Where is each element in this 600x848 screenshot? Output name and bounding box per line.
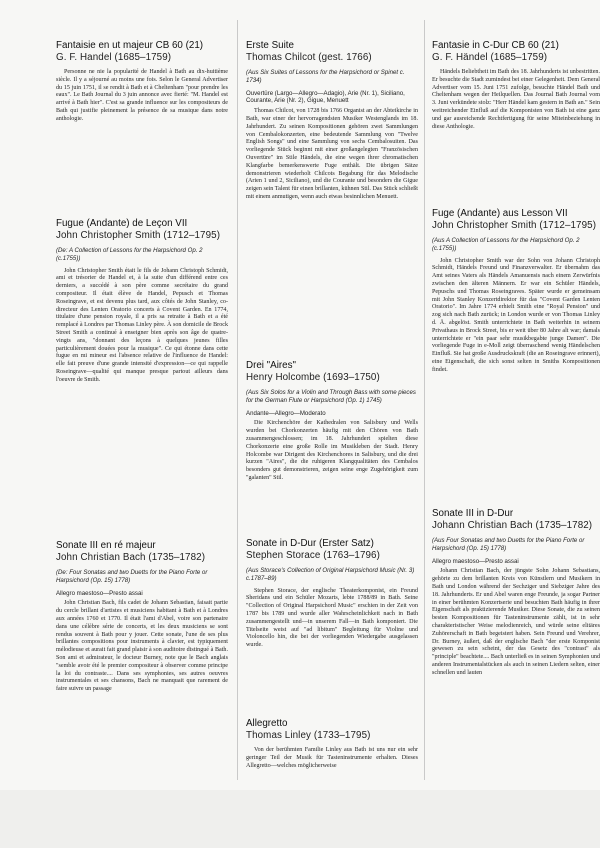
piece-title: Fantasie in C-Dur CB 60 (21)	[432, 40, 559, 51]
column-german-right	[432, 0, 600, 790]
source-note: (Aus A Collection of Lessons for the Harpsichord Op. 2 (c.1755))	[432, 237, 580, 252]
section-chilcot	[246, 40, 418, 340]
section-body: Händels Beliebtheit im Bath des 18. Jahrhunderts ist unbestritten. Er besuchte die Stadt zumindest bei einer Gelegenheit. Dem General Advertiser vom 15. Juni 1751 zufolge, besuchte Händel Bath und Cheltenham wegen der Heilquellen. Das Journal Bath Journal vom 3. Juni verkündete stolz: "Herr Händel kam gestern in Bath an." Sein weitreichender Einfluß auf die Komponisten von Bath ist eine ganz und gar ausreichende Rechtfertigung für seine Miteinbeziehung in diese Anthologie.	[432, 69, 600, 130]
source-note: (Aus Storace's Collection of Original Harpsichord Music (Nr. 3) c.1787–89)	[246, 567, 415, 582]
composer-name: G. F. Händel (1685–1759)	[432, 51, 548, 63]
piece-title: Sonate III en ré majeur	[56, 540, 156, 551]
piece-title: Sonate III in D-Dur	[432, 508, 514, 519]
source-note: (Aus Six Suites of Lessons for the Harpsichord or Spinet c. 1734)	[246, 69, 405, 84]
source-note: (Aus Four Sonatas and two Duetts for the Piano Forte or Harpsichord (Op. 15) 1778)	[432, 537, 585, 552]
section-linley	[246, 718, 418, 786]
section-fantaisie	[56, 40, 228, 215]
column-divider	[237, 20, 238, 780]
composer-name: G. F. Handel (1685–1759)	[56, 51, 172, 63]
tempo-markings: Allegro maestoso—Presto assai	[432, 557, 519, 565]
piece-title: Fantaisie en ut majeur CB 60 (21)	[56, 40, 204, 51]
section-storace	[246, 538, 418, 698]
composer-name: John Christian Bach (1735–1782)	[56, 551, 206, 563]
section-body: John Christian Bach, fils cadet de Johann Sebastian, faisait partie du cercle brillant d'artistes et musiciens habitant à Bath et à Londres aux années 1760 et 1770. Il était l'ami d'Abel, voire son partenaire dans une célèbre série de concerts, et les deux musiciens se sont rendus souvent à Bath pour y jouer. Cette sonate, l'une de ses plus brillantes compositions pour instruments à clavier, est typiquement mélodieuse et aurait fait grand plaisir à son auditoire distingué à Bath. Son ami et admirateur, le docteur Burney, note que le Bach anglais "semble avoir été le premier compositeur à observer comme principe la loi du contraste.... Dans ses symphonies, ses autres oeuvres instrumentales et ses chansons, Bach ne manquait que rarement de faire suivre un passage	[56, 600, 228, 693]
composer-name: Stephen Storace (1763–1796)	[246, 549, 380, 561]
piece-title: Erste Suite	[246, 40, 294, 51]
page-bottom-margin	[0, 790, 600, 848]
piece-title: Fugue (Andante) de Leçon VII	[56, 218, 188, 229]
source-note: (Aus Six Solos for a Violin and Through Bass with some pieces for the German Flute or Harpsichord (Op. 1) 1745)	[246, 389, 416, 404]
section-holcombe	[246, 360, 418, 530]
composer-name: Thomas Linley (1733–1795)	[246, 729, 371, 741]
composer-name: Johann Christian Bach (1735–1782)	[432, 519, 593, 531]
section-fantasie	[432, 40, 600, 210]
section-sonate-bach	[56, 540, 228, 785]
composer-name: John Christopher Smith (1712–1795)	[56, 229, 221, 241]
section-fugue-smith	[56, 218, 228, 518]
tempo-markings: Ouvertüre (Largo—Allegro—Adagio), Arie (Nr. 1), Siciliano, Courante, Arie (Nr. 2), Gigue, Menuett	[246, 89, 405, 105]
composer-name: Henry Holcombe (1693–1750)	[246, 371, 380, 383]
section-body: Personne ne nie la popularité de Handel à Bath au dix-huitième siècle. Il y a séjourné au moins une fois. Selon le General Advertiser du 15 juin 1751, il se rendit à Bath et à Cheltenham "pour prendre les eaux". Le Bath Journal du 3 juin annonce avec fierté: "M. Handel est arrivé à Bath hier". C'est sa grande influence sur les compositeurs de Bath qui justifie pleinement la présence de sa musique dans notre anthologie.	[56, 69, 228, 122]
composer-name: Thomas Chilcot (gest. 1766)	[246, 51, 372, 63]
piece-title: Allegretto	[246, 718, 288, 729]
section-sonate-jc-bach	[432, 508, 600, 786]
composer-name: John Christopher Smith (1712–1795)	[432, 219, 597, 231]
section-body: Von der berühmten Familie Linley aus Bath ist uns nur ein sehr geringer Teil der Musik für Tasteninstrumente erhalten. Dieses Allegretto—welches möglicherweise	[246, 747, 418, 769]
section-body: John Christopher Smith war der Sohn von Johann Christoph Schmidt, Händels Freund und Finanzverwalter. Er übernahm das Amt seines Vaters als Händels Amanuensis nach einem Zerwürfnis zwischen den älteren Männern. Er war ein Schüler Händels, Pepuschs und Thomas Roseingraves. Später wurde er gemeinsam mit John Stanley Konzertdirektor für das "Covent Garden Lenten Oratorio". Im Jahre 1774 erhielt Smith eine "Royal Pension" und zog sich nach Bath zurück; in London wurde er von Thomas Linley d. Ä. abgelöst. Smith unterrichtete in Bath weiterhin in seinem Privathaus in Brock Street, bis er weit über 80 Jahre alt war; damals unterrichtete er "ein paar sehr musikbegabte junge Damen". Die vorliegende Fuge in e-Moll zeigt überraschend wenig Händelschen Einfluß. Sie hat große Ausdruckskraft (die an Roseingrave erinnert), eine Eigenschaft, die sich sonst selten in Smiths Kompositionen findet.	[432, 257, 600, 373]
section-body: Thomas Chilcot, von 1728 bis 1766 Organist an der Abteikirche in Bath, war einer der hervorragendsten Musiker Westenglands im 18. Jahrhundert. Zu seinen Kompositionen gehören zwei Sammlungen von Cembalokonzerten, eine bedeutende Sammlung von "Twelve English Songs" und eine Sammlung von sechs Cembalosuiten. Das vorliegende Stück beginnt mit einer großangelegten "Französischen Ouvertüre" im Stile Händels, die eine wegen ihrer chromatischen Klangfarbe bemerkenswerte Fuge enthält. Die übrigen Sätze demonstrieren wiederholt Chilcots Begabung für das Melodische (Arien 1 und 2, Siciliano), und die Courante und besonders die Gigue zeigen sein Talent für einen brillanten, kühnen Stil. Das Stück schließt mit einem anmutigen, wenn auch etwas besinnlichen Menuett.	[246, 108, 418, 200]
section-body: Johann Christian Bach, der jüngste Sohn Johann Sebastians, gehörte zu dem brillanten Kreis von Künstlern und Musikern in Bath und London während der Sechziger und Siebziger Jahre des 18. Jahrhunderts. Er und Abel waren enge Freunde, ja sogar Partner in einer berühmten Konzertserie und besuchten Bath häufig in ihrer Eigenschaft als praktizierende Musiker. Diese Sonate, die zu seinen besten Kompositionen für Tasteninstrumente zählt, ist in sehr charakteristischer Weise melodienreich, und würde seine elitäres Zuhörerschaft in Bath begeistert haben. Sein Freund und Verehrer, Dr. Burney, äußert, daß der englische Bach "der erste Komponist gewesen zu sein scheint, der das Gesetz des "contrast" als "principle" beachtete.... Bach unterließ es in seinen Symphonien und anderen Instrumentalstücken als auch in seinen Liedern selten, einer schnellen und lauten	[432, 568, 600, 676]
tempo-markings: Allegro maestoso—Presto assai	[56, 589, 143, 597]
piece-title: Sonate in D-Dur (Erster Satz)	[246, 538, 374, 549]
column-divider	[424, 20, 425, 780]
piece-title: Fuge (Andante) aus Lesson VII	[432, 208, 568, 219]
source-note: (De: A Collection of Lessons for the Harpsichord Op. 2 (c.1755))	[56, 247, 203, 262]
column-french	[56, 0, 228, 790]
section-body: John Christopher Smith était le fils de Johann Christoph Schmidt, ami et trésorier de Handel et, à la suite d'un différend entre ces derniers, a succédé à son père comme secrétaire du grand compositeur. Il était élève de Handel, Pepusch et Thomas Roseingrave, et est devenu plus tard, aux côtés de John Stanley, co-directeur des Lenten Oratorio concerts à Covent Garden. En 1774, titulaire d'une pension royale, il a pris sa retraite à Bath et a été remplacé à Londres par Thomas Linley père. À son domicile de Brock Street Smith a continué à enseigner bien après son âge de quatre-vingts ans, "donnant des leçons à quelques jeunes filles particulièrement douées pour la musique". Ce qui étonne dans cette fugue en mi mineur est l'absence relative de l'influence de Handel: elle fait preuve d'une grande intensité d'expression—ce qui rappelle Roseingrave—qualité qui manque presque partout ailleurs dans l'oeuvre de Smith.	[56, 267, 228, 383]
piece-title: Drei "Aires"	[246, 360, 296, 371]
source-note: (De: Four Sonatas and two Duetts for the Piano Forte or Harpsichord (Op. 15) 1778)	[56, 569, 208, 584]
section-body: Stephen Storace, der englische Theaterkomponist, ein Freund Sheridans und ein Schüler Mozarts, lebte 1788/89 in Bath. Seine "Collection of Original Harpsichord Music" erschien in der Zeit von 1787 bis 1789 und wurde aller Wahrscheinlichkeit nach in Bath zusammengestellt und—in unserem Fall—in Bath komponiert. Die Titelseite weist auf "ad libitum" Begleitung für Violine und Violoncello hin, die bei der vorliegenden Wiedergabe ausgelassen wurde.	[246, 587, 418, 649]
section-body: Die Kirchenchöre der Kathedralen von Salisbury und Wells wurden bei Chorkonzerten häufig mit den Chören von Bath zusammengeschlossen; im 18. Jahrhundert spielten diese Chorkonzerte eine große Rolle im Musikleben der Stadt. Henry Holcombe war Dirigent des Kirchenchores in Salisbury, und die drei kurzen "Aires", die die ruhigeren Klangqualitäten des Cembalos besonders gut demonstrieren, zeigen seine enge Zugehörigkeit zum "galanten" Stil.	[246, 420, 418, 481]
tempo-markings: Andante—Allegro—Moderato	[246, 409, 326, 417]
section-fuge-smith	[432, 208, 600, 508]
column-german-middle	[246, 0, 418, 790]
